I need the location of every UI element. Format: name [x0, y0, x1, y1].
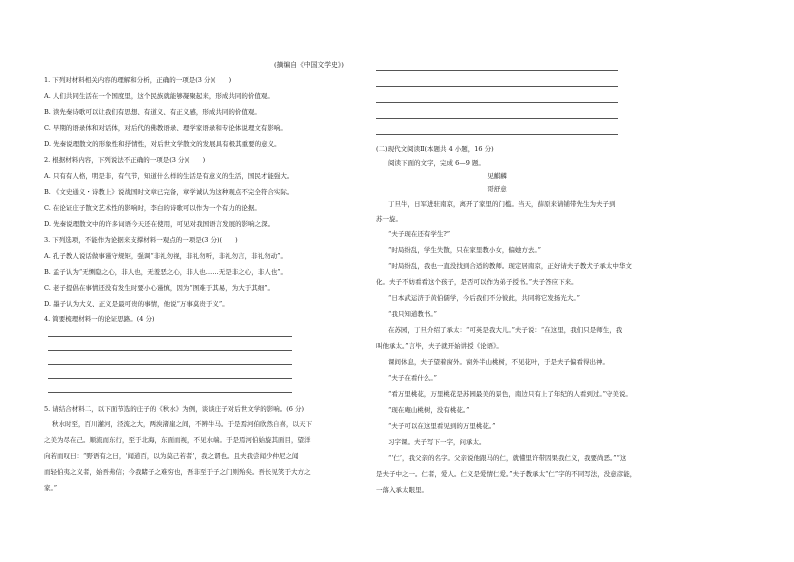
- q2-stem: 2. 根据材料内容，下列说法不正确的一项是(3 分)( ): [44, 156, 206, 164]
- article-line: “日本武运济于黄伯儒学，今后我们不分彼此，共同将它发扬光大。”: [388, 294, 580, 302]
- q3-option-b: B. 孟子认为“无恻隐之心，非人也，无羞恶之心，非人也……无是非之心，非人也”。: [44, 268, 288, 276]
- answer-line[interactable]: [48, 392, 292, 393]
- source-note: (摘编自《中国文学史》): [274, 61, 344, 69]
- q5-stem: 5. 请结合材料二，以下面节选的庄子的《秋水》为例，谈谈庄子对后世文学的影响。(6 分): [44, 405, 305, 413]
- answer-line[interactable]: [376, 86, 618, 87]
- answer-line[interactable]: [376, 70, 618, 71]
- article-line: “夫子现在还有学生?”: [388, 230, 451, 238]
- article-line: “时局纷乱，我也一直没找到合适的教师。现定居南京，正好请夫子教犬子承太中华文: [388, 262, 632, 270]
- section-heading: (二)现代文阅读Ⅱ(本题共 4 小题，16 分): [376, 145, 494, 153]
- article-line: 课间休息，夫子望着窗外。窗外半山桃树，不见花叶，于是夫子偏看得出神。: [388, 358, 609, 366]
- article-author: 哥舒意: [487, 185, 507, 193]
- q2-option-b: B. 《文史通义・诗教上》说战国时文章已完备，章学诚认为这种观点不完全符合实际。: [44, 188, 294, 196]
- passage-line: 家。”: [44, 484, 58, 492]
- article-line: “我只知道教书。”: [388, 310, 437, 318]
- answer-line[interactable]: [48, 336, 292, 337]
- article-line: 苏一旋。: [376, 215, 402, 223]
- q3-option-a: A. 孔子教人说话做事谨守规矩，强调“非礼勿视，非礼勿听，非礼勿言，非礼勿动”。: [44, 252, 287, 260]
- article-line: “看万里桃花，万里桃花是苏园最美的景色，南边只有上了年纪的人看到过。”守美说。: [388, 390, 632, 398]
- q1-option-c: C. 早期的语录体和对话体，对后代的佛教语录、理学家语录和专论体说理文有影响。: [44, 124, 287, 132]
- answer-line[interactable]: [376, 134, 618, 135]
- q1-stem: 1. 下列对材料相关内容的理解和分析，正确的一项是(3 分)( ): [44, 76, 232, 84]
- article-line: “时局纷乱，学生失散，只在家里教小女，偏她方去。”: [388, 246, 541, 254]
- article-line: 丁旦牛，日军进驻南京，离开了家里的门槛。当天，薛原来请铺带先生为夫子到: [388, 200, 616, 208]
- q3-option-d: D. 墨子认为大义、正义是最可贵的事情，他说“万事莫贵于义”。: [44, 300, 229, 308]
- q3-stem: 3. 下列选项，不能作为论据来支撑材料一观点的一项是(3 分)( ): [44, 236, 238, 244]
- answer-line[interactable]: [376, 102, 618, 103]
- passage-line: 秋水时至，百川灌河，泾流之大，两涘渚崖之间，不辨牛马。于是焉河伯欣然自喜，以天下: [52, 420, 312, 428]
- article-line: “‘仁’，我父亲的名字。父亲说他跟马的仁，就懂里许带因果我仁义，我要尚恶。”“这: [388, 454, 627, 462]
- answer-line[interactable]: [48, 350, 292, 351]
- article-title: 见麒麟: [487, 172, 507, 180]
- article-line: 是夫子中之一。仁者，爱人。仁义是爱情仁爱。”夫子教承太“仁”字的不同写法，没意彦能，: [376, 470, 637, 478]
- section-intro: 阅读下面的文字，完成 6—9 题。: [388, 159, 485, 167]
- article-line: “夫子在看什么。”: [388, 374, 437, 382]
- passage-line: 向若而叹曰：“野语有之曰，‘闻道百，以为莫己若者’，我之谓也。且夫我尝闻少仲尼之闻: [44, 452, 299, 460]
- passage-line: 之美为尽在己。顺流而东行，至于北海，东面而视，不见水端。于是焉河伯始旋其面目，望洋: [44, 436, 311, 444]
- q2-option-a: A. 只有有人格，明是非，有气节，知道什么样的生活是有意义的生活，国民才能强大。: [44, 172, 294, 180]
- q4-stem: 4. 简要梳理材料一的论证思路。(4 分): [44, 315, 155, 323]
- answer-line[interactable]: [48, 364, 292, 365]
- q1-option-d: D. 先秦说理散文的形象性和抒情性，对后世文学散文的发展具有极其重要的意义。: [44, 140, 281, 148]
- answer-line[interactable]: [48, 378, 292, 379]
- passage-line: 而轻伯夷之义者，始吾弗信；今我睹子之难穷也，吾非至于子之门则殆矣。吾长见笑于大方之: [44, 468, 311, 476]
- q1-option-b: B. 读先秦诗歌可以让我们有思想、有道义、有正义感，形成共同的价值观。: [44, 108, 261, 116]
- q3-option-c: C. 老子提倡在事情还没有发生时要小心谨慎，因为“图难于其易，为大于其细”。: [44, 284, 275, 292]
- article-line: 在苏园，丁旦介绍了承太：“可英是我大儿。”夫子说：“在这里，我们只是师生，我: [388, 326, 623, 334]
- q2-option-c: C. 在论证庄子散文艺术性的影响时，李白的诗歌可以作为一个有力的论据。: [44, 204, 261, 212]
- article-line: 叫他承太。”言毕，夫子就开始讲授《论语》。: [376, 342, 503, 350]
- article-line: “现在庵山桃树，没有桃花。”: [388, 406, 470, 414]
- q2-option-d: D. 先秦说理散文中的许多词语今天还在使用，可见对我国语言发展的影响之深。: [44, 220, 275, 228]
- q1-option-a: A. 人们共同生活在一个国度里，这个民族就能够凝聚起来，形成共同的价值观。: [44, 92, 274, 100]
- article-line: 一落入承太眼里。: [376, 486, 428, 494]
- answer-line[interactable]: [376, 118, 618, 119]
- article-line: 化。夫子不妨看看这个孩子，是否可以作为弟子授书。”夫子答应下来。: [376, 278, 578, 286]
- article-line: “夫子可以在这里看见到的万里桃花。”: [388, 422, 496, 430]
- article-line: 习字课。夫子写下一字，问承太。: [388, 438, 486, 446]
